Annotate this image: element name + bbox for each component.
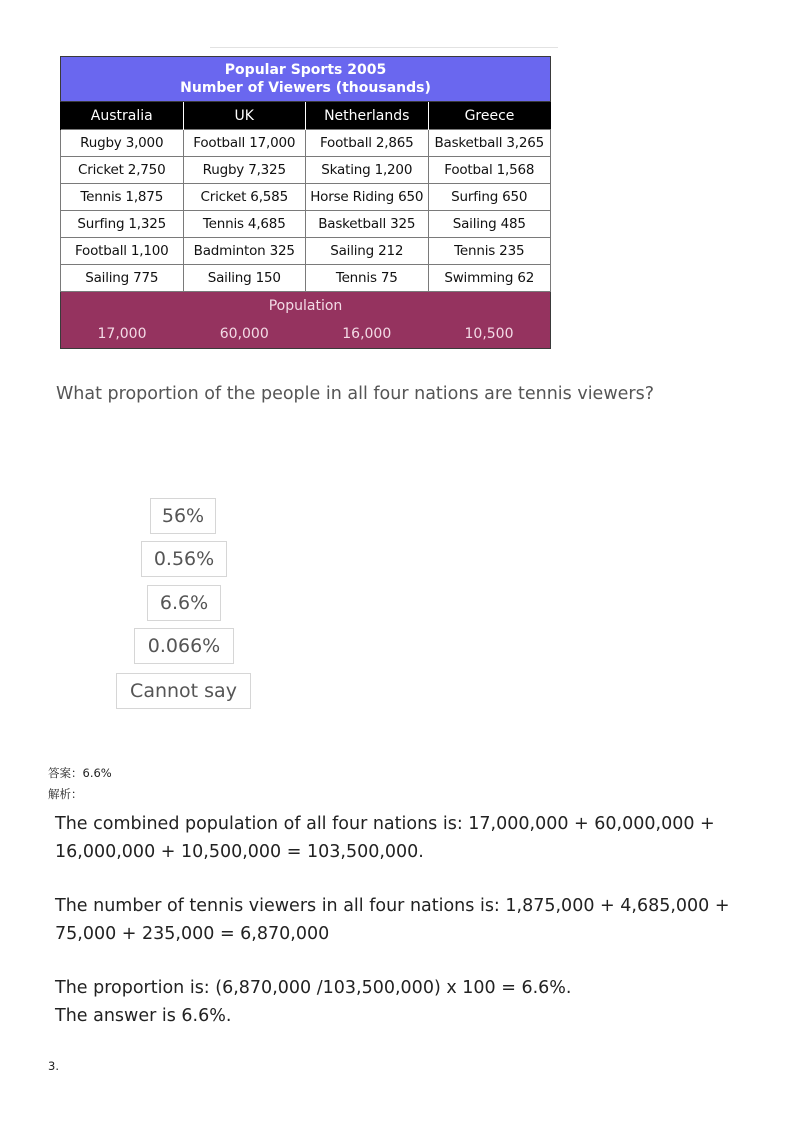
column-header-greece: Greece — [428, 102, 551, 130]
table-row — [61, 184, 551, 211]
next-question-number: 3. — [48, 1059, 59, 1073]
table-cell: Tennis 1,875 — [61, 184, 184, 211]
table-title-line1: Popular Sports 2005 — [224, 62, 387, 78]
population-netherlands: 16,000 — [306, 320, 429, 349]
table-cell: Football 2,865 — [306, 130, 429, 157]
population-uk: 60,000 — [183, 320, 306, 349]
table-cell: Skating 1,200 — [306, 157, 429, 184]
table-cell: Sailing 485 — [428, 211, 551, 238]
column-header-australia: Australia — [61, 102, 184, 130]
table-cell: Cricket 2,750 — [61, 157, 184, 184]
option-0-56-percent[interactable]: 0.56% — [141, 541, 227, 577]
explanation-population-line1: The combined population of all four nations is: 17,000,000 + 60,000,000 + — [55, 814, 715, 834]
analysis-label: 解析： — [48, 787, 83, 801]
column-header-netherlands: Netherlands — [306, 102, 429, 130]
population-greece: 10,500 — [428, 320, 551, 349]
table-cell: Sailing 212 — [306, 238, 429, 265]
option-cannot-say[interactable]: Cannot say — [116, 673, 251, 709]
table-cell: Badminton 325 — [183, 238, 306, 265]
table-cell: Rugby 7,325 — [183, 157, 306, 184]
table-cell: Surfing 650 — [428, 184, 551, 211]
table-cell: Tennis 75 — [306, 265, 429, 292]
table-cell: Cricket 6,585 — [183, 184, 306, 211]
table-cell: Surfing 1,325 — [61, 211, 184, 238]
table-cell: Horse Riding 650 — [306, 184, 429, 211]
table-cell: Tennis 4,685 — [183, 211, 306, 238]
table-row — [61, 130, 551, 157]
table-row — [61, 211, 551, 238]
column-header-uk: UK — [183, 102, 306, 130]
population-label: Population — [61, 292, 551, 321]
table-cell: Football 17,000 — [183, 130, 306, 157]
table-cell: Rugby 3,000 — [61, 130, 184, 157]
explanation-answer-line: The answer is 6.6%. — [55, 1006, 232, 1026]
table-row — [61, 157, 551, 184]
table-cell: Sailing 775 — [61, 265, 184, 292]
explanation-viewers-line2: 75,000 + 235,000 = 6,870,000 — [55, 924, 330, 944]
question-text: What proportion of the people in all four nations are tennis viewers? — [56, 384, 654, 404]
table-cell: Basketball 325 — [306, 211, 429, 238]
table-cell: Swimming 62 — [428, 265, 551, 292]
table-cell: Football 1,100 — [61, 238, 184, 265]
table-row — [61, 265, 551, 292]
table-cell: Footbal 1,568 — [428, 157, 551, 184]
table-title — [61, 57, 551, 102]
top-divider — [210, 47, 558, 48]
explanation-proportion-line: The proportion is: (6,870,000 /103,500,000) x 100 = 6.6%. — [55, 978, 572, 998]
table-row — [61, 238, 551, 265]
table-cell: Sailing 150 — [183, 265, 306, 292]
answer-line: 答案：6.6% — [48, 766, 112, 780]
population-row — [61, 320, 551, 349]
table-header-row — [61, 102, 551, 130]
population-australia: 17,000 — [61, 320, 184, 349]
table-title-line2: Number of Viewers (thousands) — [180, 80, 431, 96]
popular-sports-table — [60, 56, 551, 349]
option-0-066-percent[interactable]: 0.066% — [134, 628, 234, 664]
explanation-viewers-line1: The number of tennis viewers in all four nations is: 1,875,000 + 4,685,000 + — [55, 896, 730, 916]
explanation-population-line2: 16,000,000 + 10,500,000 = 103,500,000. — [55, 842, 424, 862]
table-cell: Tennis 235 — [428, 238, 551, 265]
table-cell: Basketball 3,265 — [428, 130, 551, 157]
option-6-6-percent[interactable]: 6.6% — [147, 585, 221, 621]
option-56-percent[interactable]: 56% — [150, 498, 216, 534]
